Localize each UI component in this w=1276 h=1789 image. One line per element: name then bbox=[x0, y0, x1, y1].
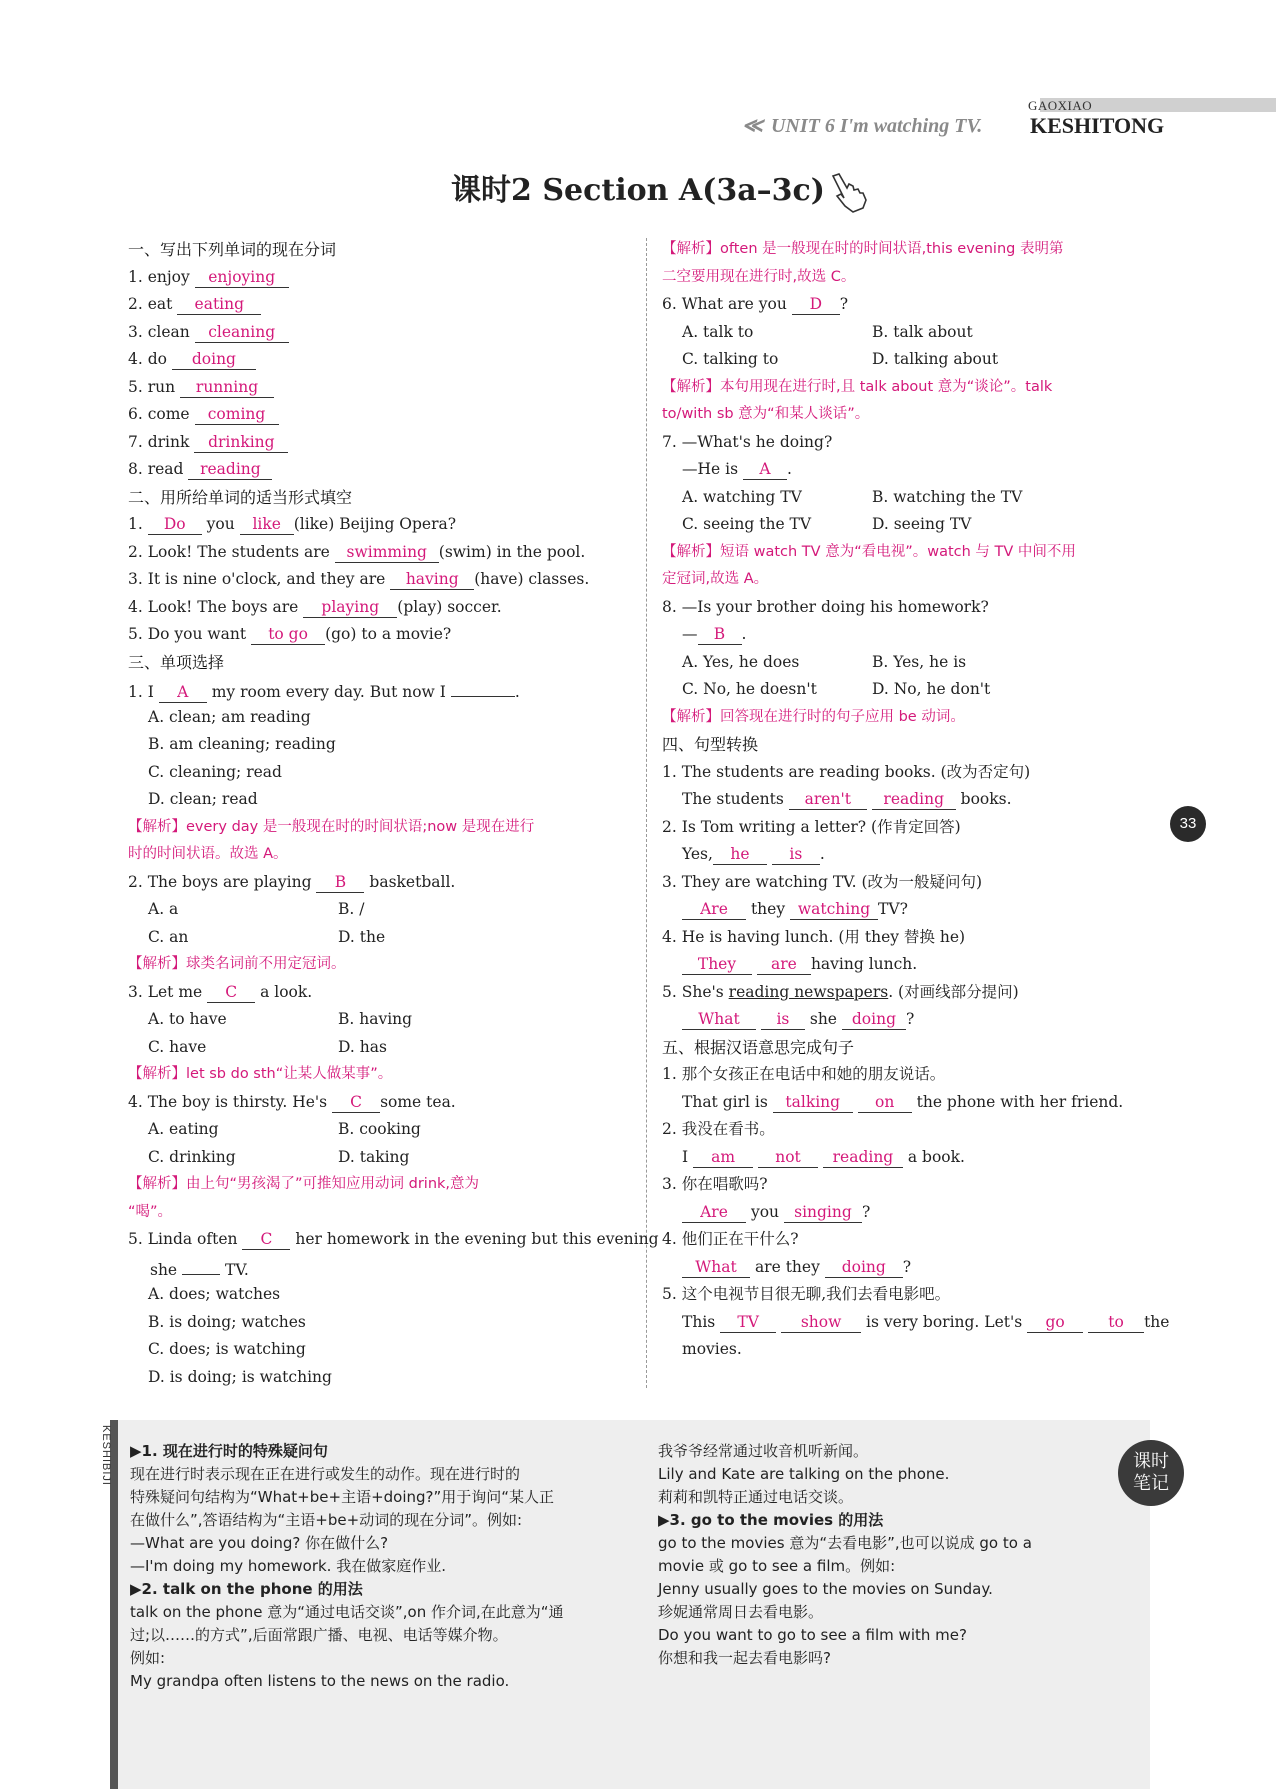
exercise-item: 5. Linda often C her homework in the evening but this evening bbox=[128, 1230, 659, 1248]
answer: on bbox=[858, 1092, 912, 1113]
answer: A bbox=[743, 459, 787, 480]
blank bbox=[182, 1254, 220, 1275]
note-line: 例如: bbox=[130, 1649, 166, 1667]
section-heading: 五、根据汉语意思完成句子 bbox=[662, 1037, 855, 1057]
notes-right-column bbox=[658, 1440, 1108, 1670]
exercise-item: 5. run running bbox=[128, 374, 638, 402]
page-title: 课时2 Section A(3a–3c) bbox=[451, 173, 825, 208]
option: B. Yes, he is bbox=[872, 652, 967, 671]
answer: D bbox=[792, 294, 840, 315]
option: D. the bbox=[338, 927, 386, 946]
section-heading: 三、单项选择 bbox=[128, 652, 225, 672]
note-line: 在做什么”,答语结构为“主语+be+动词的现在分词”。例如: bbox=[130, 1511, 523, 1529]
note-heading: ▶3. go to the movies 的用法 bbox=[658, 1511, 884, 1529]
answer: A bbox=[159, 682, 207, 703]
exercise-item: 3. They are watching TV. (改为一般疑问句) bbox=[662, 872, 983, 891]
answer: C bbox=[207, 982, 255, 1003]
option: D. taking bbox=[338, 1147, 410, 1166]
option: D. clean; read bbox=[148, 790, 258, 808]
note-line: 珍妮通常周日去看电影。 bbox=[658, 1603, 824, 1621]
exercise-item: 2. Is Tom writing a letter? (作肯定回答) bbox=[662, 817, 961, 836]
explanation: 【解析】often 是一般现在时的时间状语,this evening 表明第 bbox=[662, 241, 1064, 257]
exercise-item: What are they doing ? bbox=[662, 1254, 1172, 1282]
note-line: —I'm doing my homework. 我在做家庭作业. bbox=[130, 1557, 446, 1575]
option: C. cleaning; read bbox=[148, 762, 282, 781]
answer: watching bbox=[790, 899, 878, 920]
option-row bbox=[662, 346, 1172, 374]
explanation: “喝”。 bbox=[128, 1203, 173, 1220]
exercise-item: 2. The boys are playing B basketball. bbox=[128, 872, 456, 891]
explanation: 【解析】球类名词前不用定冠词。 bbox=[128, 956, 346, 972]
option: B. talk about bbox=[872, 322, 973, 341]
exercise-item: 4. He is having lunch. (用 they 替换 he) bbox=[662, 927, 966, 946]
option: B. / bbox=[338, 900, 365, 918]
option: C. have bbox=[148, 1037, 207, 1056]
option: A. does; watches bbox=[148, 1285, 281, 1303]
option-row bbox=[662, 319, 1172, 347]
explanation: 【解析】本句用现在进行时,且 talk about 意为“谈论”。talk bbox=[662, 378, 1053, 395]
answer: doing bbox=[842, 1009, 906, 1030]
exercise-item: I am not reading a book. bbox=[682, 1147, 965, 1166]
exercise-item: 4. do doing bbox=[128, 346, 638, 374]
header-unit-title: ≪ UNIT 6 I'm watching TV. bbox=[742, 115, 983, 137]
answer: coming bbox=[195, 404, 279, 425]
exercise-item: 8. read reading bbox=[128, 456, 638, 484]
option: D. No, he don't bbox=[872, 680, 991, 698]
option-row bbox=[128, 1144, 638, 1172]
note-line: Lily and Kate are talking on the phone. bbox=[658, 1465, 950, 1483]
answer: playing bbox=[303, 597, 397, 618]
note-line: Do you want to go to see a film with me? bbox=[658, 1626, 967, 1644]
explanation: to/with sb 意为“和某人谈话”。 bbox=[662, 406, 870, 422]
answer: aren't bbox=[789, 789, 867, 810]
explanation: 【解析】短语 watch TV 意为“看电视”。watch 与 TV 中间不用 bbox=[662, 543, 1076, 560]
option: B. watching the TV bbox=[872, 487, 1023, 506]
exercise-item: That girl is talking on the phone with her friend. bbox=[682, 1092, 1124, 1111]
note-line: go to the movies 意为“去看电影”,也可以说成 go to a bbox=[658, 1534, 1032, 1552]
exercise-item: 3. Let me C a look. bbox=[128, 982, 313, 1001]
option: C. talking to bbox=[682, 350, 779, 368]
option-row bbox=[662, 484, 1172, 512]
answer: like bbox=[240, 514, 294, 535]
answer: show bbox=[781, 1312, 861, 1333]
option-row bbox=[662, 511, 1172, 539]
answer: reading bbox=[823, 1147, 903, 1168]
note-line: 特殊疑问句结构为“What+be+主语+doing?”用于询问“某人正 bbox=[130, 1488, 555, 1506]
exercise-item: 4. Look! The boys are playing (play) soccer. bbox=[128, 597, 502, 616]
option: A. Yes, he does bbox=[682, 652, 800, 671]
option: C. does; is watching bbox=[148, 1340, 306, 1358]
note-heading: ▶2. talk on the phone 的用法 bbox=[130, 1580, 363, 1598]
answer: doing bbox=[172, 349, 256, 370]
exercise-item: — B . bbox=[682, 625, 747, 643]
answer: enjoying bbox=[195, 267, 289, 288]
answer: reading bbox=[188, 459, 272, 480]
notes-badge: 课时 笔记 bbox=[1118, 1440, 1184, 1506]
section-heading: 四、句型转换 bbox=[662, 735, 759, 754]
option: C. drinking bbox=[148, 1147, 236, 1166]
answer: to go bbox=[251, 624, 325, 645]
answer: swimming bbox=[335, 542, 439, 563]
exercise-item: 6. come coming bbox=[128, 401, 638, 429]
exercise-item: —He is A . bbox=[682, 460, 792, 478]
exercise-item: 1. enjoy enjoying bbox=[128, 264, 638, 292]
explanation: 【解析】回答现在进行时的句子应用 be 动词。 bbox=[662, 708, 965, 725]
exercise-item: What is she doing ? bbox=[662, 1006, 1172, 1034]
exercise-item: movies. bbox=[682, 1340, 742, 1358]
note-line: 莉莉和凯特正通过电话交谈。 bbox=[658, 1488, 854, 1506]
option-row bbox=[128, 924, 638, 952]
option: B. having bbox=[338, 1010, 413, 1028]
option: D. has bbox=[338, 1037, 387, 1056]
page-number: 33 bbox=[1170, 806, 1206, 842]
answer: Are bbox=[682, 1202, 746, 1223]
exercise-item: 2. eat eating bbox=[128, 291, 638, 319]
explanation: 时的时间状语。故选 A。 bbox=[128, 846, 288, 862]
answer: to bbox=[1088, 1312, 1144, 1333]
answer: B bbox=[316, 872, 364, 893]
explanation: 定冠词,故选 A。 bbox=[662, 571, 769, 587]
note-line: My grandpa often listens to the news on the radio. bbox=[130, 1672, 510, 1690]
exercise-item: 7. drink drinking bbox=[128, 429, 638, 457]
exercise-item: 1. Do you like (like) Beijing Opera? bbox=[128, 515, 457, 533]
note-line: movie 或 go to see a film。例如: bbox=[658, 1557, 896, 1575]
exercise-item: 5. Do you want to go (go) to a movie? bbox=[128, 625, 452, 643]
header-small-label: GAOXIAO bbox=[1028, 98, 1093, 113]
answer: are bbox=[757, 954, 811, 975]
exercise-item: The students aren't reading books. bbox=[682, 790, 1012, 808]
option-row bbox=[128, 1034, 638, 1062]
option: A. to have bbox=[148, 1010, 227, 1028]
exercise-item: This TV show is very boring. Let's go to the bbox=[682, 1312, 1170, 1331]
option: D. talking about bbox=[872, 350, 999, 368]
section-heading: 二、用所给单词的适当形式填空 bbox=[128, 487, 353, 507]
option-row bbox=[128, 896, 638, 924]
answer: eating bbox=[177, 294, 261, 315]
notes-left-column bbox=[130, 1440, 635, 1693]
answer: What bbox=[682, 1009, 756, 1030]
exercise-item: 8. —Is your brother doing his homework? bbox=[662, 597, 989, 616]
exercise-item: Yes, he is . bbox=[682, 845, 825, 863]
header-brand: KESHITONG bbox=[1030, 113, 1165, 138]
exercise-item: she TV. bbox=[128, 1254, 638, 1282]
answer: Do bbox=[148, 514, 202, 535]
note-heading: ▶1. 现在进行时的特殊疑问句 bbox=[130, 1442, 328, 1460]
exercise-item: Are they watching TV? bbox=[662, 896, 1172, 924]
note-line: talk on the phone 意为“通过电话交谈”,on 作介词,在此意为“通 bbox=[130, 1603, 564, 1621]
exercise-item: 3. 你在唱歌吗? bbox=[662, 1175, 768, 1193]
answer: drinking bbox=[194, 432, 288, 453]
left-column bbox=[128, 236, 659, 1391]
option: B. cooking bbox=[338, 1120, 421, 1138]
exercise-item: 1. 那个女孩正在电话中和她的朋友说话。 bbox=[662, 1065, 946, 1083]
option: A. clean; am reading bbox=[148, 707, 311, 726]
option: A. talk to bbox=[682, 322, 754, 341]
option-row bbox=[662, 676, 1172, 704]
answer: is bbox=[761, 1009, 805, 1030]
explanation: 二空要用现在进行时,故选 C。 bbox=[662, 268, 856, 285]
option: C. seeing the TV bbox=[682, 515, 812, 533]
exercise-item: 5. She's reading newspapers. (对画线部分提问) bbox=[662, 982, 1019, 1001]
explanation: 【解析】every day 是一般现在时的时间状语;now 是现在进行 bbox=[128, 818, 535, 835]
pointing-hand-icon bbox=[825, 170, 869, 214]
exercise-item: 3. clean cleaning bbox=[128, 319, 638, 347]
answer: What bbox=[682, 1257, 750, 1278]
answer: B bbox=[698, 624, 742, 645]
answer: cleaning bbox=[195, 322, 289, 343]
note-line: 你想和我一起去看电影吗? bbox=[658, 1649, 831, 1667]
note-line: 现在进行时表示现在正在进行或发生的动作。现在进行时的 bbox=[130, 1465, 521, 1483]
answer: TV bbox=[720, 1312, 776, 1333]
option: B. is doing; watches bbox=[148, 1312, 306, 1331]
exercise-item: 5. 这个电视节目很无聊,我们去看电影吧。 bbox=[662, 1285, 951, 1303]
answer: singing bbox=[784, 1202, 862, 1223]
exercise-item: Are you singing ? bbox=[662, 1199, 1172, 1227]
answer: They bbox=[682, 954, 752, 975]
note-line: 过;以……的方式”,后面常跟广播、电视、电话等媒介物。 bbox=[130, 1626, 508, 1644]
right-column bbox=[662, 236, 1172, 1364]
option: B. am cleaning; reading bbox=[148, 735, 336, 753]
answer: C bbox=[242, 1229, 290, 1250]
explanation: 【解析】由上句“男孩渴了”可推知应用动词 drink,意为 bbox=[128, 1176, 480, 1192]
column-divider bbox=[646, 238, 647, 1388]
note-line: Jenny usually goes to the movies on Sunday. bbox=[658, 1580, 993, 1598]
underlined-part: reading newspapers bbox=[728, 982, 889, 1001]
answer: running bbox=[180, 377, 274, 398]
option-row bbox=[128, 1116, 638, 1144]
option: C. No, he doesn't bbox=[682, 680, 817, 698]
answer: not bbox=[758, 1147, 818, 1168]
option: A. eating bbox=[148, 1120, 219, 1138]
answer: having bbox=[390, 569, 474, 590]
option: A. watching TV bbox=[682, 487, 802, 506]
option: C. an bbox=[148, 927, 189, 946]
answer: Are bbox=[682, 899, 746, 920]
answer: he bbox=[713, 844, 767, 865]
answer: is bbox=[772, 844, 820, 865]
notes-side-label: KESHIBIJI bbox=[100, 1425, 112, 1486]
exercise-item: 7. —What's he doing? bbox=[662, 432, 833, 451]
exercise-item: 6. What are you D ? bbox=[662, 295, 849, 313]
section-heading: 一、写出下列单词的现在分词 bbox=[128, 240, 337, 259]
exercise-item: They are having lunch. bbox=[662, 951, 1172, 979]
answer: talking bbox=[773, 1092, 853, 1113]
note-line: —What are you doing? 你在做什么? bbox=[130, 1534, 389, 1552]
option: D. is doing; is watching bbox=[148, 1367, 332, 1386]
answer: am bbox=[693, 1147, 753, 1168]
exercise-item: 1. The students are reading books. (改为否定句) bbox=[662, 762, 1031, 781]
blank bbox=[451, 676, 515, 697]
exercise-item: 3. It is nine o'clock, and they are having (have) classes. bbox=[128, 570, 590, 588]
exercise-item: 2. 我没在看书。 bbox=[662, 1120, 775, 1138]
exercise-item: 1. I A my room every day. But now I . bbox=[128, 676, 638, 704]
option: A. a bbox=[148, 900, 179, 918]
answer: go bbox=[1027, 1312, 1083, 1333]
exercise-item: 4. The boy is thirsty. He's C some tea. bbox=[128, 1092, 456, 1111]
option-row bbox=[128, 1006, 638, 1034]
exercise-item: 4. 他们正在干什么? bbox=[662, 1230, 799, 1248]
option-row bbox=[662, 649, 1172, 677]
exercise-item: 2. Look! The students are swimming (swim) in the pool. bbox=[128, 542, 586, 561]
note-line: 我爷爷经常通过收音机听新闻。 bbox=[658, 1442, 869, 1460]
explanation: 【解析】let sb do sth“让某人做某事”。 bbox=[128, 1066, 393, 1082]
answer: C bbox=[332, 1092, 380, 1113]
answer: doing bbox=[825, 1257, 903, 1278]
option: D. seeing TV bbox=[872, 515, 972, 533]
answer: reading bbox=[872, 789, 956, 810]
